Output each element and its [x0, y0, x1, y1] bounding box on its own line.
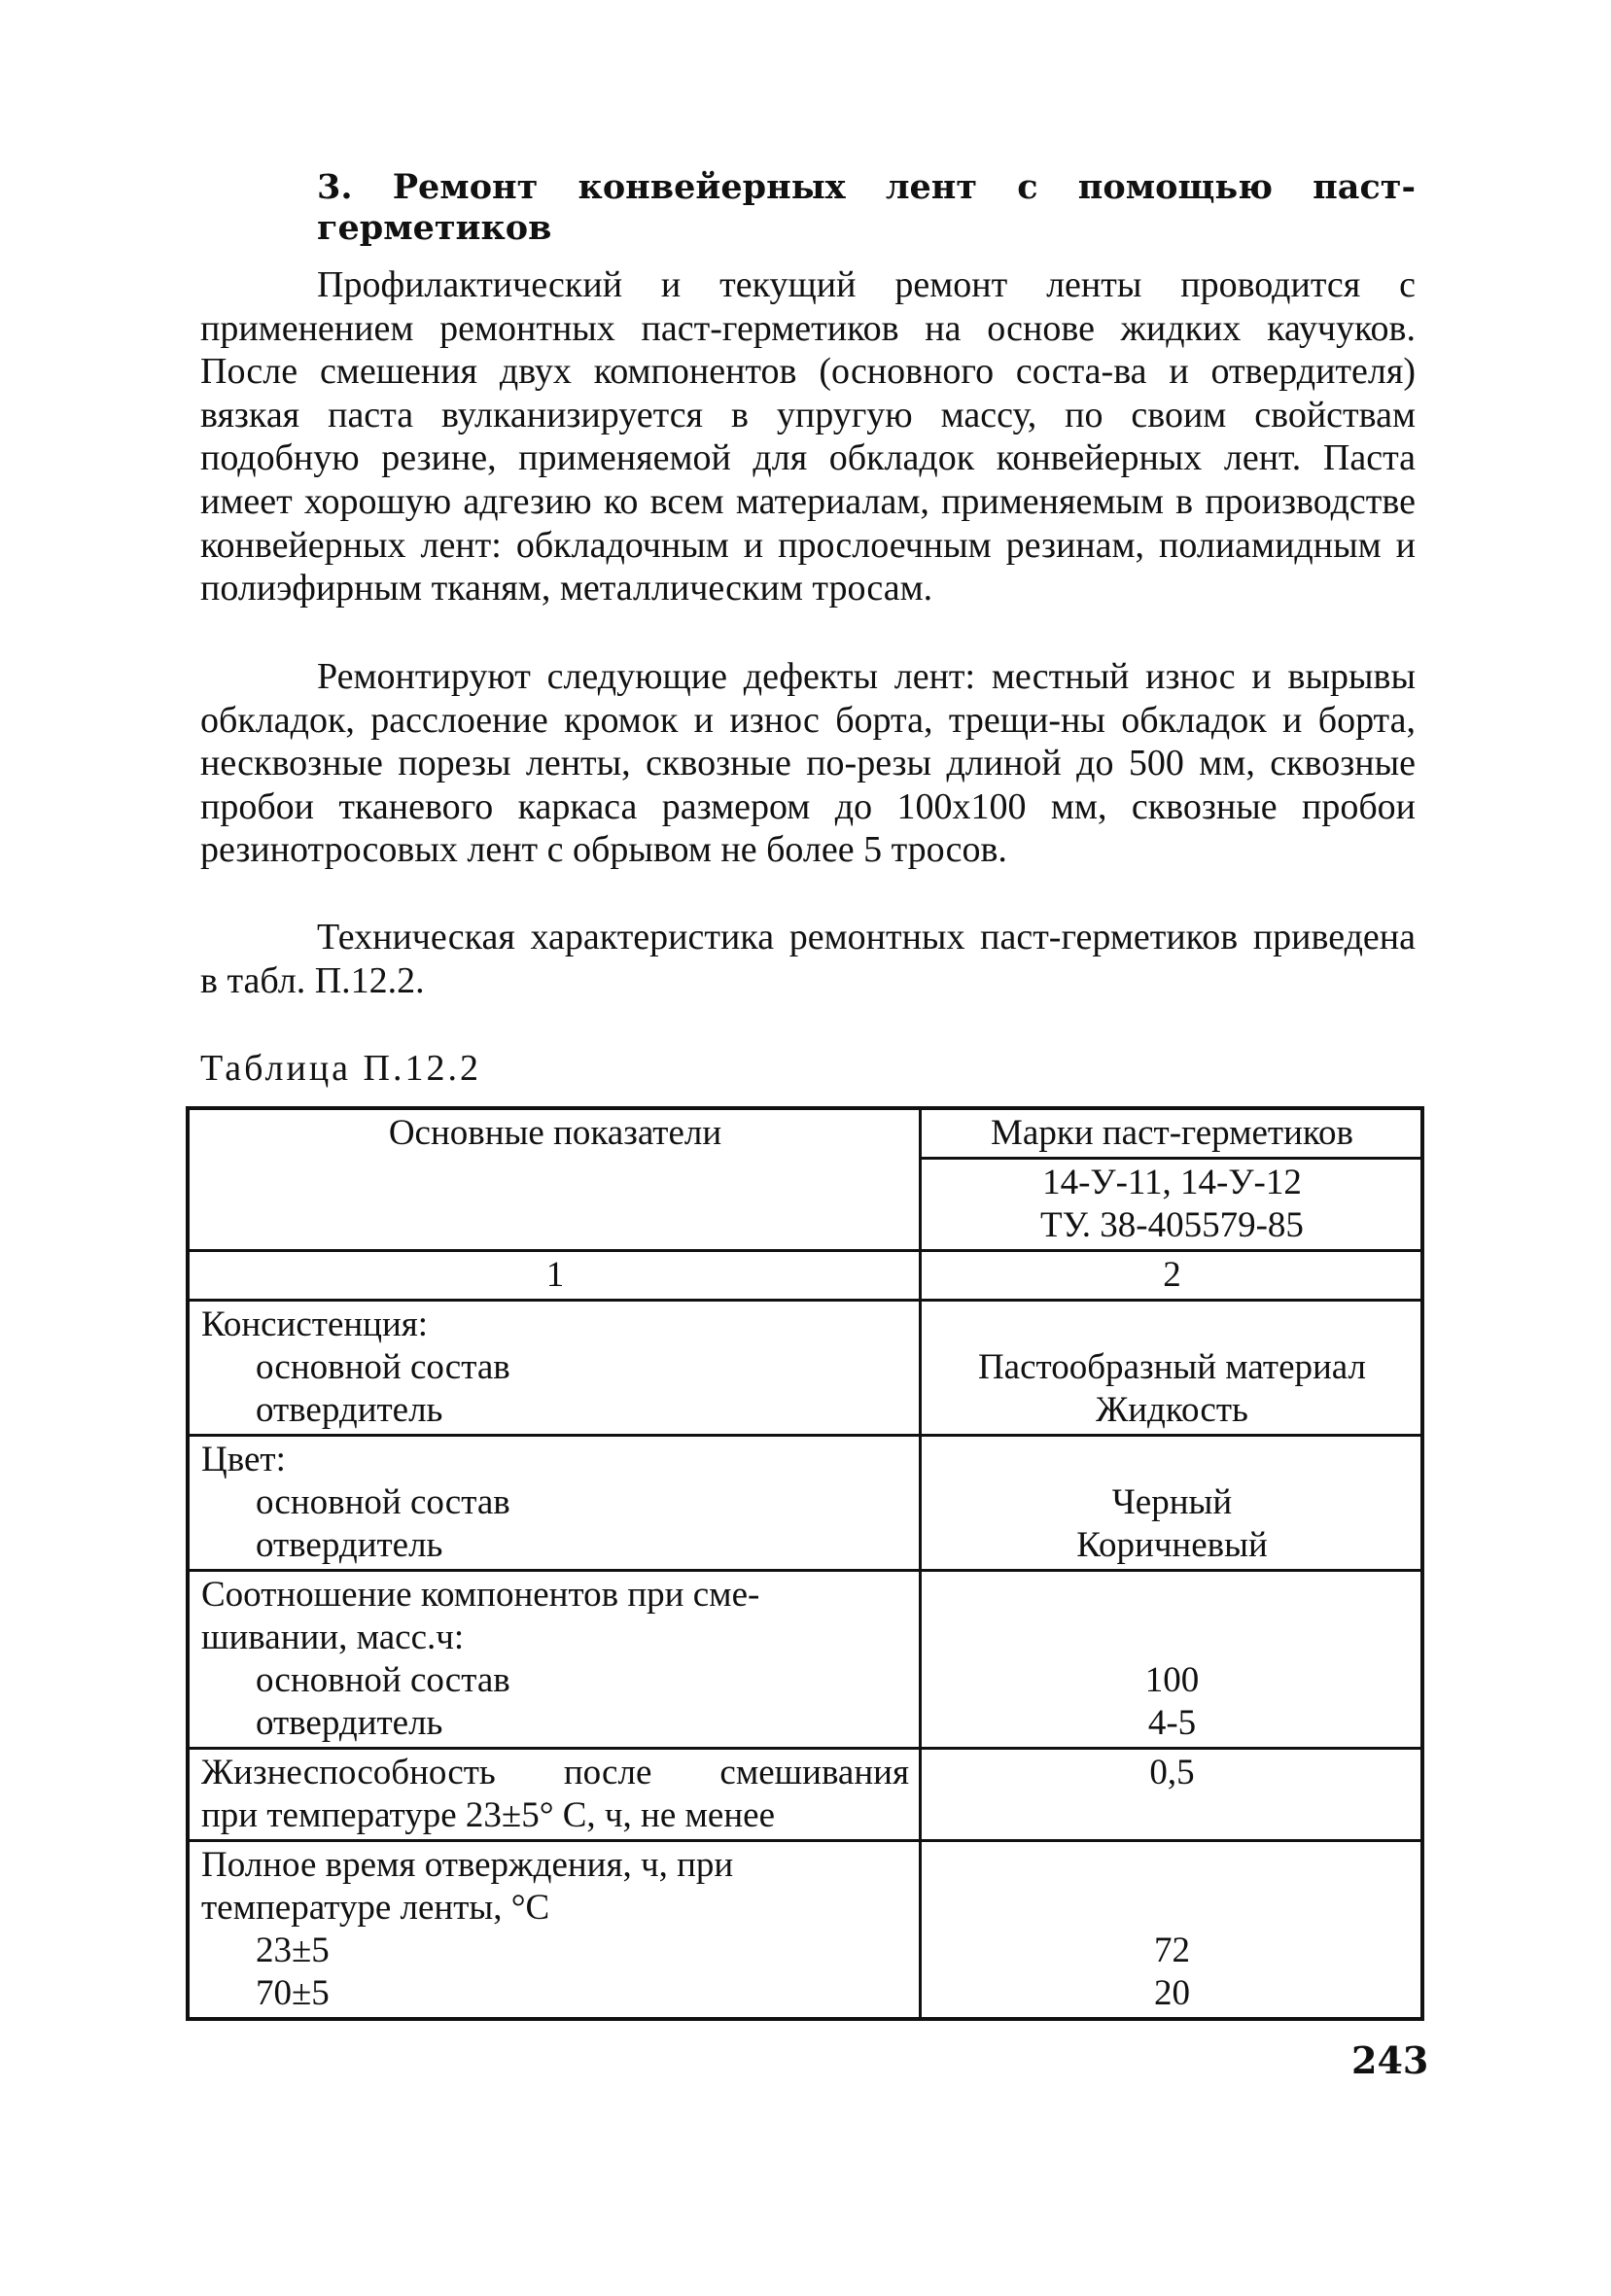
pot-life-value-cell	[920, 1749, 1422, 1841]
table-header-row	[188, 1108, 1422, 1159]
brand-standard: ТУ. 38-405579-85	[1040, 1205, 1304, 1245]
consistency-label-cell	[188, 1301, 920, 1436]
cure-time-spacer-2	[933, 1887, 1411, 1930]
ratio-spacer-1	[933, 1574, 1411, 1617]
consistency-spacer	[933, 1304, 1411, 1346]
table-row-ratio	[188, 1571, 1422, 1749]
table-row-cure-time	[188, 1841, 1422, 2020]
cure-time-title-line-1: Полное время отверждения, ч, при	[201, 1845, 734, 1885]
ratio-value-cell	[920, 1571, 1422, 1749]
consistency-item-hardener: отвердитель	[256, 1390, 443, 1430]
color-value-cell	[920, 1436, 1422, 1571]
color-value-base: Черный	[1111, 1482, 1233, 1522]
pot-life-title-line-2: при температуре 23±5° С, ч, не менее	[201, 1795, 775, 1835]
cure-time-label-cell	[188, 1841, 920, 2020]
ratio-value-hardener: 4-5	[1147, 1703, 1197, 1743]
page-number: 243	[1351, 2038, 1429, 2082]
table-row-pot-life	[188, 1749, 1422, 1841]
cure-time-value-cell	[920, 1841, 1422, 2020]
consistency-value-hardener: Жидкость	[1096, 1390, 1248, 1430]
color-label-cell	[188, 1436, 920, 1571]
ratio-item-base: основной состав	[256, 1660, 510, 1700]
pot-life-label-cell	[188, 1749, 920, 1841]
color-value-hardener: Коричневый	[1076, 1525, 1268, 1565]
ratio-title-line-1: Соотношение компонентов при сме-	[201, 1575, 760, 1615]
cure-time-spacer-1	[933, 1844, 1411, 1887]
ratio-item-hardener: отвердитель	[256, 1703, 443, 1743]
color-item-base: основной состав	[256, 1482, 510, 1522]
cure-time-title-line-2: температуре ленты, °С	[201, 1888, 550, 1928]
header-brands-label: Марки паст-герметиков	[991, 1113, 1353, 1153]
pot-life-title-line-1: Жизнеспособность после смешивания	[201, 1753, 909, 1792]
cure-time-item-70: 70±5	[256, 1973, 330, 2013]
column-number-2: 2	[920, 1251, 1422, 1301]
spec-table	[186, 1106, 1424, 2021]
paragraph-repair-overview: Профилактический и текущий ремонт ленты проводится с применением ремонтных паст-герметиков на основе жидких каучуков. После смешения двух компонентов (основного соста-ва и отвердителя) вязкая паста вулканизируется в упругую массу, по своим свойствам подобную резине, применяемой для обкладок конвейерных лент. Паста имеет хорошую адгезию ко всем материалам, применяемым в производстве конвейерных лент: обкладочным и прослоечным резинам, полиамидным и полиэфирным тканям, металлическим тросам.	[200, 264, 1416, 609]
brand-codes: 14-У-11, 14-У-12	[1042, 1163, 1302, 1202]
ratio-spacer-2	[933, 1617, 1411, 1659]
ratio-value-base: 100	[1144, 1660, 1200, 1700]
consistency-value-base: Пастообразный материал	[977, 1347, 1367, 1387]
table-caption: Таблица П.12.2	[200, 1048, 481, 1089]
header-brands	[920, 1108, 1422, 1159]
table-row-consistency	[188, 1301, 1422, 1436]
color-spacer	[933, 1439, 1411, 1481]
header-main-indicators-label: Основные показатели	[388, 1113, 722, 1153]
header-main-indicators	[188, 1108, 920, 1251]
color-item-hardener: отвердитель	[256, 1525, 443, 1565]
header-brand-codes	[920, 1159, 1422, 1251]
ratio-title-line-2: шивании, масс.ч:	[201, 1618, 465, 1657]
ratio-label-cell	[188, 1571, 920, 1749]
consistency-title: Консистенция:	[201, 1305, 429, 1344]
cure-time-value-70: 20	[1153, 1973, 1190, 2013]
color-title: Цвет:	[201, 1440, 286, 1479]
consistency-item-base: основной состав	[256, 1347, 510, 1387]
column-number-1: 1	[188, 1251, 920, 1301]
table-row-color	[188, 1436, 1422, 1571]
consistency-value-cell	[920, 1301, 1422, 1436]
cure-time-value-23: 72	[1153, 1931, 1190, 1970]
paragraph-table-reference: Техническая характеристика ремонтных паст-герметиков приведена в табл. П.12.2.	[200, 917, 1416, 1001]
cure-time-item-23: 23±5	[256, 1931, 330, 1970]
paragraph-defects-list: Ремонтируют следующие дефекты лент: местный износ и вырывы обкладок, расслоение кромок и износ борта, трещи-ны обкладок и борта, несквозные порезы ленты, сквозные по-резы длиной до 500 мм, сквозные пробои тканевого каркаса размером до 100х100 мм, сквозные пробои резинотросовых лент с обрывом не более 5 тросов.	[200, 656, 1416, 871]
column-number-row	[188, 1251, 1422, 1301]
section-heading: 3. Ремонт конвейерных лент с помощью паст-герметиков	[317, 167, 1416, 248]
pot-life-value: 0,5	[1149, 1753, 1195, 1792]
